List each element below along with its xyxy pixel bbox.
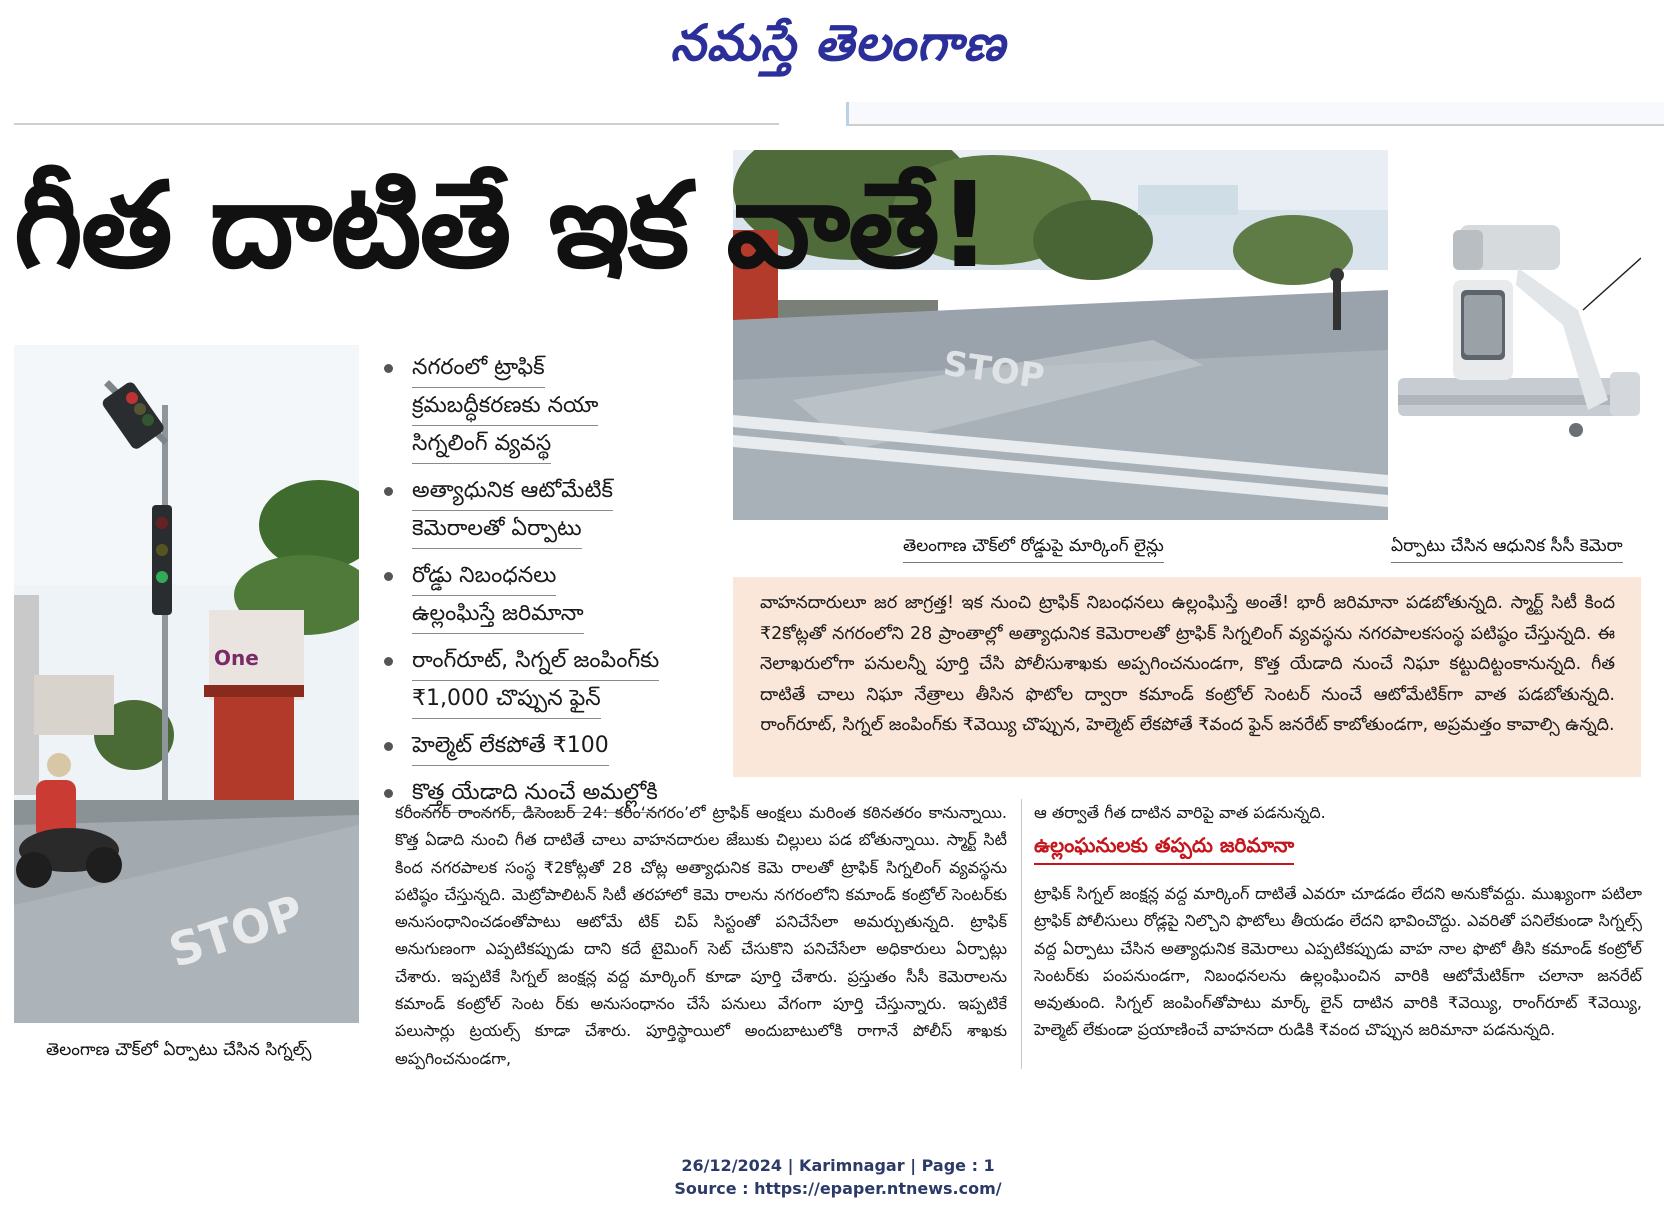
column-divider <box>1021 799 1022 1069</box>
article-column-1: కరీంనగర్ రాంనగర్, డిసెంబర్ 24: కరీం‘నగరం’లో ట్రాఫిక్ ఆంక్షలు మరింత కఠినతరం కానున్నాయి. కొత్త ఏడాది నుంచి గీత దాటితే చాలు వాహనదారుల జేబుకు చిల్లులు పడ బోతున్నాయి. స్మార్ట్ సిటీ కింద నగరపాలక సంస్థ ₹2కోట్లతో 28 చోట్ల అత్యాధునిక కెమె రాలతో ట్రాఫిక్ సిగ్నలింగ్ వ్యవస్థను పటిష్ఠం చేస్తున్నది. మెట్రోపాలిటన్ సిటీ తరహాలో కెమె రాలను నగరంలోని కమాండ్ కంట్రోల్ సెంటర్‌కు అనుసంధానించడంతోపాటు ఆటోమే టిక్ చిప్ సిస్టంతో పనిచేసేలా అమర్చుతున్నది. ట్రాఫిక్ అనుగుణంగా ఎప్పటికప్పుడు దాని కదే టైమింగ్ సెట్ చేసుకొని పనిచేసేలా అధికారులు ఏర్పాట్లు చేశారు. ఇప్పటికే సిగ్నల్ జంక్షన్ల వద్ద మార్కింగ్ కూడా పూర్తి చేశారు. ప్రస్తుతం సీసీ కెమెరాలను కమాండ్ కంట్రోల్ సెంట ర్‌కు అనుసంధానం చేసే పనులు వేగంగా పూర్తి చేస్తున్నారు. ఇప్పటికే పలుసార్లు ట్రయల్స్ కూడా చేశారు. పూర్తిస్థాయిలో అందుబాటులోకి రాగానే పోలీస్ శాఖకు అప్పగించనుండగా, <box>395 803 1007 1068</box>
bullet-line: అత్యాధునిక ఆటోమేటిక్ <box>412 473 613 511</box>
bullet-dot-icon <box>384 742 393 751</box>
shop-sign-text: One <box>214 646 259 670</box>
cctv-camera-photo <box>1398 150 1641 520</box>
signal-photo-caption: తెలంగాణ చౌక్‌లో ఏర్పాటు చేసిన సిగ్నల్స్ <box>46 1040 312 1060</box>
bullet-line: సిగ్నలింగ్ వ్యవస్థ <box>412 426 551 464</box>
bullet-line: ఉల్లంఘిస్తే జరిమానా <box>412 596 584 634</box>
highlight-bullet <box>382 728 722 766</box>
bullet-dot-icon <box>384 364 393 373</box>
highlights-list <box>382 350 722 822</box>
traffic-signal-photo <box>14 345 359 1023</box>
bullet-line: ₹1,000 చొప్పున ఫైన్ <box>412 681 601 719</box>
bullet-line: రాంగ్‌రూట్, సిగ్నల్ జంపింగ్‌కు <box>412 643 659 681</box>
article-column-2-lead: ఆ తర్వాతే గీత దాటిన వారిపై వాత పడనున్నది. <box>1034 803 1326 822</box>
highlight-bullet <box>382 558 722 634</box>
article-column-2: ట్రాఫిక్ సిగ్నల్ జంక్షన్ల వద్ద మార్కింగ్ దాటితే ఎవరూ చూడడం లేదని అనుకోవద్దు. ముఖ్యంగా పటిలా ట్రాఫిక్ పోలీసులు రోడ్లపై నిల్చొని ఫొటోలు తీయడం లేదని భావించొద్దు. ఎవరితో పనిలేకుండా సిగ్నల్స్ వద్ద ఏర్పాటు చేసిన అత్యాధునిక కెమెరాలు ఎప్పటికప్పుడు వాహ నాల ఫొటో తీసి కమాండ్ కంట్రోల్ సెంటర్‌కు పంపనుండగా, నిబంధనలను ఉల్లంఘించిన వారికి ఆటోమేటిక్‌గా చలానా జనరేట్ అవుతుంది. సిగ్నల్ జంపింగ్‌తోపాటు మార్క్ లైన్ దాటిన వారికి ₹వెయ్యి, రాంగ్‌రూట్ ₹వెయ్యి, హెల్మెట్ లేకుండా ప్రయాణించే వాహనదా రుడికి ₹వంద చొప్పున జరిమానా పడనున్నది. <box>1034 884 1642 1040</box>
bullet-line: క్రమబద్ధీకరణకు నయా <box>412 388 598 426</box>
headline: గీత దాటితే ఇక వాతే! <box>14 156 990 294</box>
road-photo-caption: తెలంగాణ చౌక్‌లో రోడ్డుపై మార్కింగ్ లైన్లు <box>903 536 1164 563</box>
bullet-line: హెల్మెట్ లేకపోతే ₹100 <box>412 728 609 766</box>
bullet-line: నగరంలో ట్రాఫిక్ <box>412 350 545 388</box>
header-rule <box>14 123 779 125</box>
bullet-line: కొత్త యేడాది నుంచే అమల్లోకి <box>412 775 658 813</box>
bullet-dot-icon <box>384 789 393 798</box>
footer-source-line: Source : https://epaper.ntnews.com/ <box>674 1179 1002 1198</box>
bullet-line: కెమెరాలతో ఏర్పాటు <box>412 511 582 549</box>
bullet-line: రోడ్డు నిబంధనలు <box>412 558 556 596</box>
subheading: ఉల్లంఘనులకు తప్పదు జరిమానా <box>1034 833 1294 865</box>
road-marking-text: STOP <box>940 343 1047 398</box>
bullet-dot-icon <box>384 572 393 581</box>
camera-photo-caption: ఏర్పాటు చేసిన ఆధునిక సీసీ కెమెరా <box>1391 536 1623 563</box>
header-strip <box>846 102 1664 126</box>
bullet-dot-icon <box>384 487 393 496</box>
highlight-bullet <box>382 643 722 719</box>
signal-road-marking-text: STOP <box>162 884 310 979</box>
bullet-dot-icon <box>384 657 393 666</box>
summary-text: వాహనదారులూ జర జాగ్రత్త! ఇక నుంచి ట్రాఫిక్ నిబంధనలు ఉల్లంఘిస్తే అంతే! భారీ జరిమానా పడబోతున్నది. స్మార్ట్ సిటీ కింద ₹2కోట్లతో నగరంలోని 28 ప్రాంతాల్లో అత్యాధునిక కెమెరాలతో ట్రాఫిక్ సిగ్నలింగ్ వ్యవస్థను నగరపాలకసంస్థ పటిష్ఠం చేస్తున్నది. ఈ నెలాఖరులోగా పనులన్నీ పూర్తి చేసి పోలీసుశాఖకు అప్పగించనుండగా, కొత్త యేడాది నుంచే నిఘా కట్టుదిట్టంకానున్నది. గీత దాటితే చాలు నిఘా నేత్రాలు తీసిన ఫొటోల ద్వారా కమాండ్ కంట్రోల్ సెంటర్ నుంచే ఆటోమేటిక్‌గా వాత పడబోతున్నది. రాంగ్‌రూట్, సిగ్నల్ జంపింగ్‌కు ₹వెయ్యి చొప్పున, హెల్మెట్ లేకపోతే ₹వంద ఫైన్ జనరేట్ కాబోతుండగా, అప్రమత్తం కావాల్సి ఉన్నది. <box>760 593 1615 735</box>
masthead-title: నమస్తే తెలంగాణ <box>670 14 1006 72</box>
highlight-bullet <box>382 350 722 464</box>
footer-date-line: 26/12/2024 | Karimnagar | Page : 1 <box>681 1156 995 1175</box>
highlight-bullet <box>382 473 722 549</box>
